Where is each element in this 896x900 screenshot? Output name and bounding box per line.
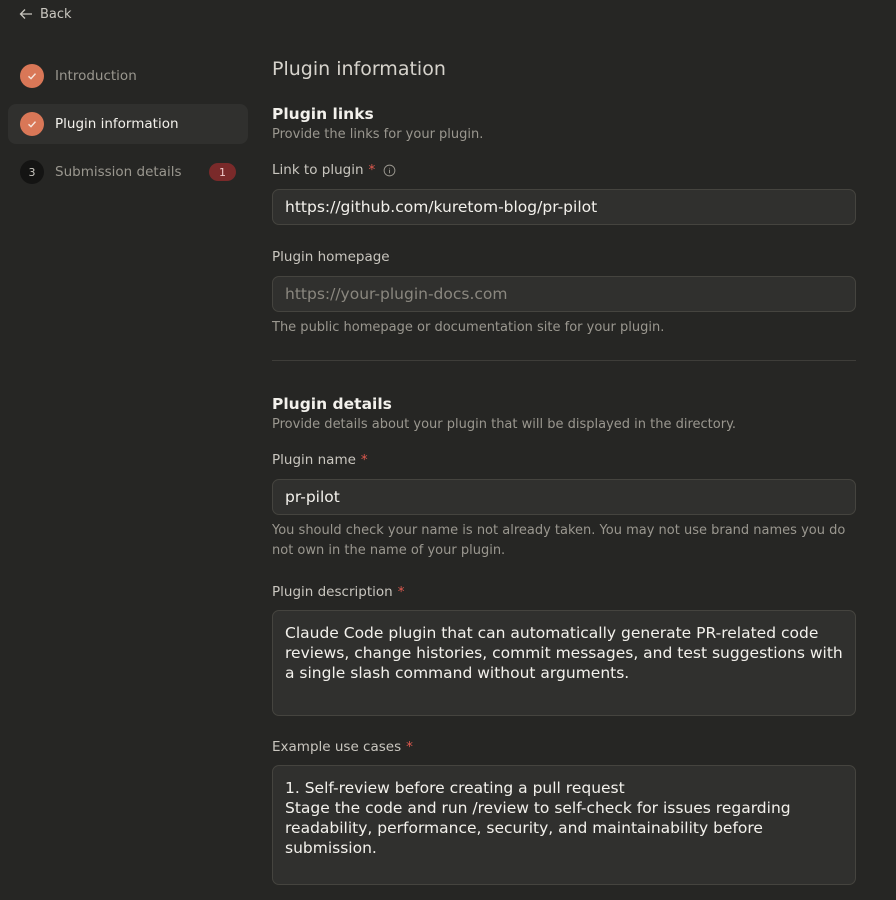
plugin-name-input[interactable]: pr-pilot <box>272 479 856 515</box>
check-icon <box>20 64 44 88</box>
field-label: Plugin description <box>272 584 393 600</box>
section-divider <box>272 360 856 361</box>
field-label: Plugin name <box>272 452 356 468</box>
example-use-cases-label <box>272 739 856 755</box>
back-button[interactable] <box>18 6 72 22</box>
required-mark: * <box>368 162 376 178</box>
required-mark: * <box>397 584 405 600</box>
check-icon <box>20 112 44 136</box>
homepage-help-text: The public homepage or documentation site for your plugin. <box>272 320 665 335</box>
field-label: Link to plugin <box>272 162 364 178</box>
plugin-name-label <box>272 452 856 468</box>
arrow-left-icon <box>18 6 34 22</box>
plugin-homepage-input[interactable]: https://your-plugin-docs.com <box>272 276 856 312</box>
back-label: Back <box>40 6 72 22</box>
example-use-cases-textarea[interactable]: 1. Self-review before creating a pull request Stage the code and run /review to self-check for issues regarding readability, performance, security, and maintainability before submission. <box>272 765 856 885</box>
page-title: Plugin information <box>272 58 446 80</box>
field-label: Example use cases <box>272 739 402 755</box>
main-form <box>272 56 856 885</box>
step-label: Plugin information <box>55 116 179 132</box>
plugin-name-help-text: You should check your name is not already taken. You may not use brand names you do not own in the name of your plugin. <box>272 523 846 558</box>
required-mark: * <box>360 452 368 468</box>
step-submission-details[interactable] <box>8 152 248 192</box>
link-to-plugin-input[interactable]: https://github.com/kuretom-blog/pr-pilot <box>272 189 856 225</box>
step-number: 3 <box>20 160 44 184</box>
plugin-links-section <box>272 105 856 338</box>
plugin-homepage-label <box>272 249 856 265</box>
field-label: Plugin homepage <box>272 249 390 265</box>
info-icon[interactable] <box>383 164 396 177</box>
step-label: Submission details <box>55 164 182 180</box>
plugin-description-label <box>272 584 856 600</box>
plugin-description-textarea[interactable]: Claude Code plugin that can automatically generate PR-related code reviews, change histories, commit messages, and test suggestions with a single slash command without arguments. <box>272 610 856 716</box>
error-count-badge: 1 <box>209 163 236 181</box>
section-subtitle: Provide details about your plugin that will be displayed in the directory. <box>272 417 737 432</box>
section-heading: Plugin links <box>272 105 374 123</box>
step-plugin-information[interactable] <box>8 104 248 144</box>
step-introduction[interactable] <box>8 56 248 96</box>
step-label: Introduction <box>55 68 137 84</box>
section-heading: Plugin details <box>272 395 392 413</box>
section-subtitle: Provide the links for your plugin. <box>272 127 484 142</box>
link-to-plugin-label <box>272 162 856 178</box>
steps-sidebar <box>8 56 248 200</box>
required-mark: * <box>406 739 413 755</box>
plugin-details-section <box>272 395 856 885</box>
